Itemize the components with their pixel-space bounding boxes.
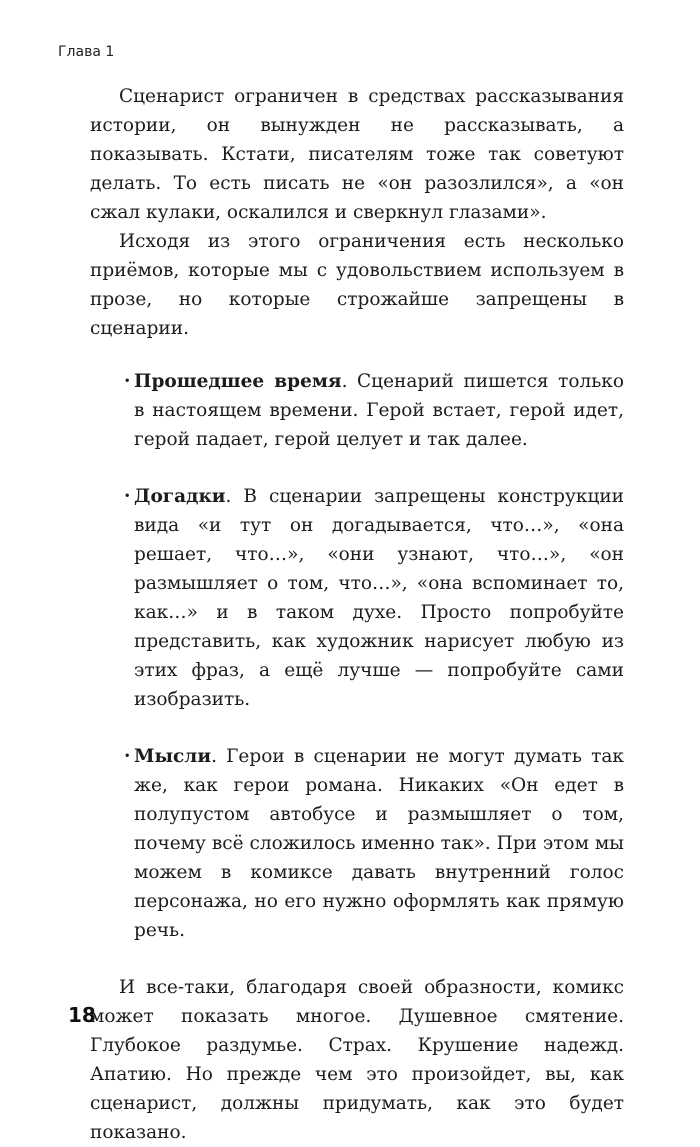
- bullet-icon: ·: [124, 371, 131, 392]
- list-term: Мысли: [134, 746, 212, 767]
- restriction-list: [90, 367, 624, 945]
- running-head: Глава 1: [58, 44, 115, 60]
- page-number: 18: [68, 1003, 96, 1027]
- list-text: . В сценарии запрещены конструкции вида «и тут он догадывается, что…», «она решает, что…», «они узнают, что…», «он размышляет о том, что…», «она вспоминает то, как…» и в таком духе. Просто попробуйте представить, как художник нарисует любую из этих фраз, а ещё лучше — попробуйте сами изобразить.: [134, 486, 624, 710]
- list-text: . Герои в сценарии не могут думать так же, как герои романа. Никаких «Он едет в полупустом автобусе и размышляет о том, почему всё сложилось именно так». При этом мы можем в комиксе давать внутренний голос персонажа, но его нужно оформлять как прямую речь.: [134, 746, 624, 941]
- list-item-past-tense: [90, 367, 624, 454]
- closing-paragraph: И все-таки, благодаря своей образности, комикс может показать многое. Душевное смятение. Глубокое раздумье. Страх. Крушение надежд. Апатию. Но прежде чем это произойдет, вы, как сценарист, должны придумать, как это будет показано.: [90, 977, 624, 1143]
- list-item-thoughts: [90, 742, 624, 945]
- list-term: Прошедшее время: [134, 371, 342, 392]
- bullet-icon: ·: [124, 746, 131, 767]
- page-body: [90, 82, 624, 1147]
- list-term: Догадки: [134, 486, 226, 507]
- paragraph-1: Сценарист ограничен в средствах рассказывания истории, он вынужден не рассказывать, а показывать. Кстати, писателям тоже так советуют делать. То есть писать не «он разозлился», а «он сжал кулаки, оскалился и сверкнул глазами».: [90, 86, 624, 223]
- list-text: . Сценарий пишется только в настоящем времени. Герой встает, герой идет, герой падает, герой целует и так далее.: [134, 371, 624, 450]
- list-item-guesses: [90, 482, 624, 714]
- paragraph-2: Исходя из этого ограничения есть несколько приёмов, которые мы с удовольствием используем в прозе, но которые строжайше запрещены в сценарии.: [90, 231, 624, 339]
- bullet-icon: ·: [124, 486, 131, 507]
